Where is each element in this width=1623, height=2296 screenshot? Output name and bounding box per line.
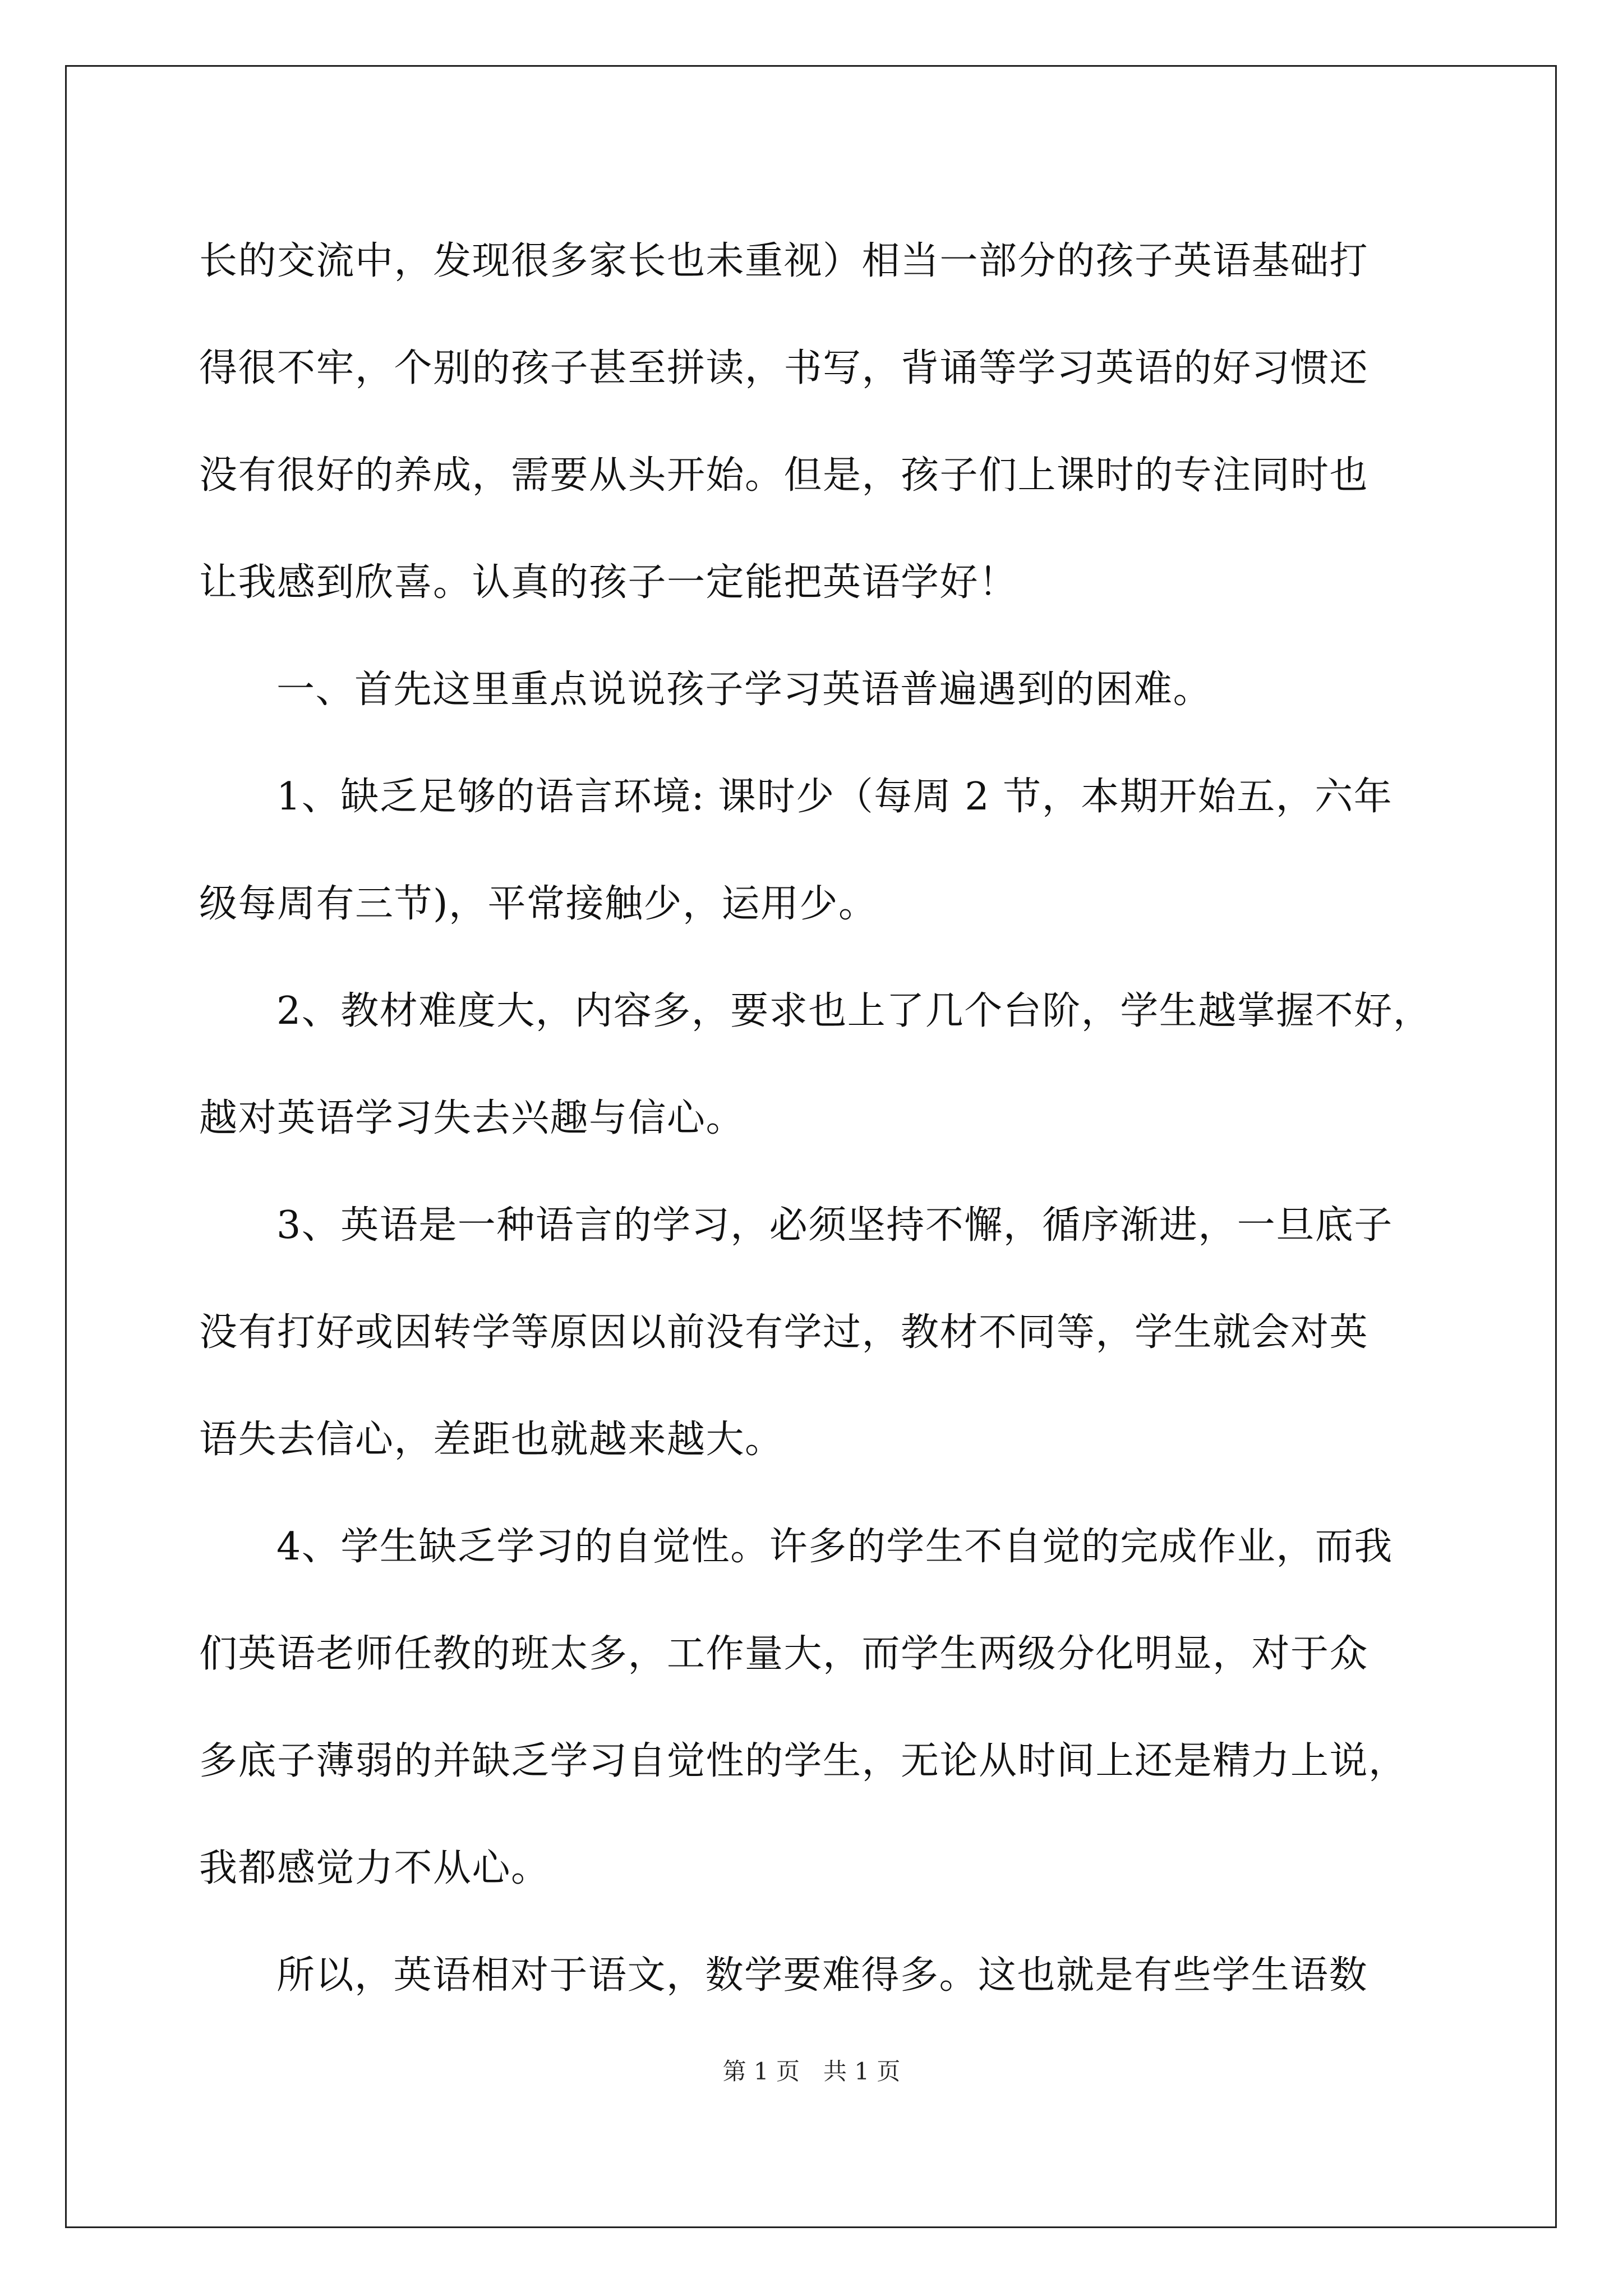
text-line: 1、缺乏足够的语言环境: 课时少（每周 2 节，本期开始五，六年 [276, 775, 1393, 819]
page-footer: 第 1 页 共 1 页 [722, 2058, 901, 2085]
text-line: 得很不牢，个别的孩子甚至拼读，书写，背诵等学习英语的好习惯还 [199, 346, 1369, 390]
text-line: 级每周有三节)，平常接触少，运用少。 [199, 882, 878, 926]
document-body [199, 208, 1433, 2029]
section-heading: 一、首先这里重点说说孩子学习英语普遍遇到的困难。 [276, 668, 1212, 712]
text-line: 所以，英语相对于语文，数学要难得多。这也就是有些学生语数 [276, 1953, 1368, 1998]
text-line: 3、英语是一种语言的学习，必须坚持不懈，循序渐进，一旦底子 [276, 1203, 1393, 1248]
text-line: 2、教材难度大，内容多，要求也上了几个台阶，学生越掌握不好， [276, 989, 1432, 1033]
text-line: 我都感觉力不从心。 [199, 1846, 550, 1890]
text-line: 没有打好或因转学等原因以前没有学过，教材不同等，学生就会对英 [199, 1310, 1369, 1355]
text-line: 没有很好的养成，需要从头开始。但是，孩子们上课时的专注同时也 [199, 453, 1369, 498]
text-line: 多底子薄弱的并缺乏学习自觉性的学生，无论从时间上还是精力上说， [199, 1739, 1408, 1783]
text-line: 4、学生缺乏学习的自觉性。许多的学生不自觉的完成作业，而我 [276, 1525, 1393, 1569]
text-line: 让我感到欣喜。认真的孩子一定能把英语学好！ [199, 560, 1018, 605]
text-line: 语失去信心，差距也就越来越大。 [199, 1418, 784, 1462]
text-line: 长的交流中，发现很多家长也未重视）相当一部分的孩子英语基础打 [199, 239, 1369, 283]
text-line: 们英语老师任教的班太多，工作量大，而学生两级分化明显，对于众 [199, 1632, 1369, 1676]
text-line: 越对英语学习失去兴趣与信心。 [199, 1096, 745, 1140]
